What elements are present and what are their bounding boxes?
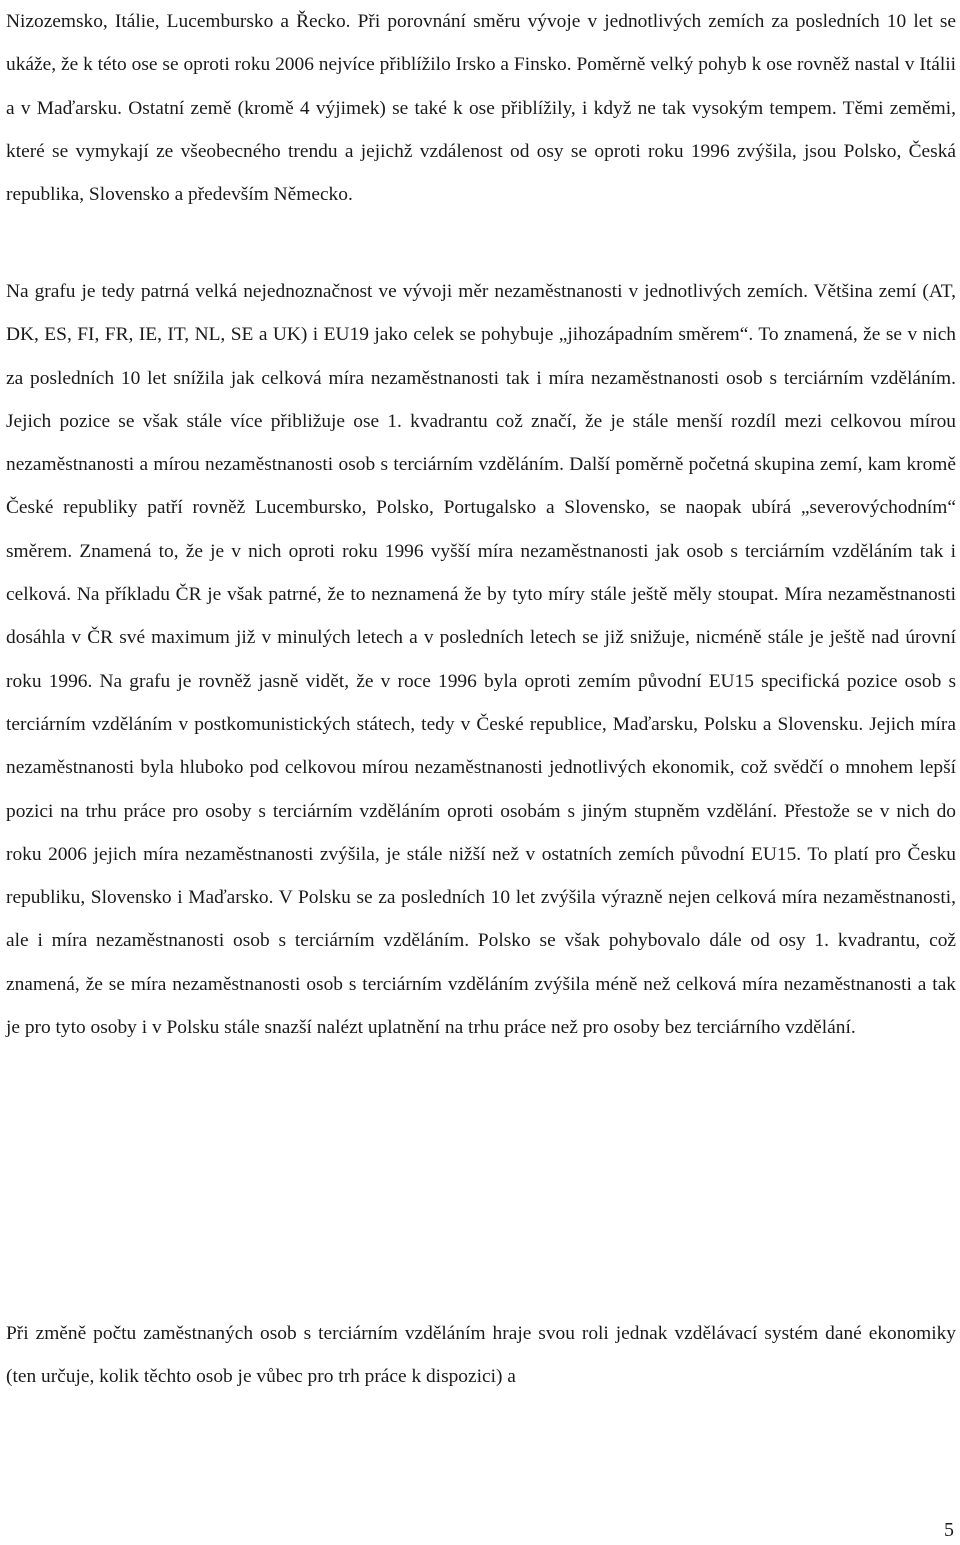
page-number: 5 — [944, 1519, 954, 1541]
paragraph-unemployment-analysis: Na grafu je tedy patrná velká nejednoznačnost ve vývoji měr nezaměstnanosti v jednotlivých zemích. Většina zemí (AT, DK, ES, FI, FR, IE, IT, NL, SE a UK) i EU19 jako celek se pohybuje „jihozápadním směrem“. To znamená, že se v nich za posledních 10 let snížila jak celková míra nezaměstnanosti tak i míra nezaměstnanosti osob s terciárním vzděláním. Jejich pozice se však stále více přibližuje ose 1. kvadrantu což značí, že je stále menší rozdíl mezi celkovou mírou nezaměstnanosti a mírou nezaměstnanosti osob s terciárním vzděláním. Další poměrně početná skupina zemí, kam kromě České republiky patří rovněž Lucembursko, Polsko, Portugalsko a Slovensko, se naopak ubírá „severovýchodním“ směrem. Znamená to, že je v nich oproti roku 1996 vyšší míra nezaměstnanosti jak osob s terciárním vzděláním tak i celková. Na příkladu ČR je však patrné, že to neznamená že by tyto míry stále ještě měly stoupat. Míra nezaměstnanosti dosáhla v ČR své maximum již v minulých letech a v posledních letech se již snižuje, nicméně stále je ještě nad úrovní roku 1996. Na grafu je rovněž jasně vidět, že v roce 1996 byla oproti zemím původní EU15 specifická pozice osob s terciárním vzděláním v postkomunistických státech, tedy v České republice, Maďarsku, Polsku a Slovensku. Jejich míra nezaměstnanosti byla hluboko pod celkovou mírou nezaměstnanosti jednotlivých ekonomik, což svědčí o mnohem lepší pozici na trhu práce pro osoby s terciárním vzděláním oproti osobám s jiným stupněm vzdělání. Přestože se v nich do roku 2006 jejich míra nezaměstnanosti zvýšila, je stále nižší než v ostatních zemích původní EU15. To platí pro Česku republiku, Slovensko i Maďarsko. V Polsku se za posledních 10 let zvýšila výrazně nejen celková míra nezaměstnanosti, ale i míra nezaměstnanosti osob s terciárním vzděláním. Polsko se však pohybovalo dále od osy 1. kvadrantu, což znamená, že se míra nezaměstnanosti osob s terciárním vzděláním zvýšila méně než celková míra nezaměstnanosti a tak je pro tyto osoby i v Polsku stále snazší nalézt uplatnění na trhu práce než pro osoby bez terciárního vzdělání. — [6, 281, 956, 1039]
paragraph-country-trends: Nizozemsko, Itálie, Lucembursko a Řecko. Při porovnání směru vývoje v jednotlivých zemích za posledních 10 let se ukáže, že k této ose se oproti roku 2006 nejvíce přiblížilo Irsko a Finsko. Poměrně velký pohyb k ose rovněž nastal v Itálii a v Maďarsku. Ostatní země (kromě 4 výjimek) se také k ose přiblížily, i když ne tak vysokým tempem. Těmi zeměmi, které se vymykají ze všeobecného trendu a jejichž vzdálenost od osy se oproti roku 1996 zvýšila, jsou Polsko, Česká republika, Slovensko a především Německo. — [6, 11, 956, 206]
paragraph-employment-change: Při změně počtu zaměstnaných osob s terciárním vzděláním hraje svou roli jednak vzdělávací systém dané ekonomiky (ten určuje, kolik těchto osob je vůbec pro trh práce k dispozici) a — [6, 1323, 956, 1388]
